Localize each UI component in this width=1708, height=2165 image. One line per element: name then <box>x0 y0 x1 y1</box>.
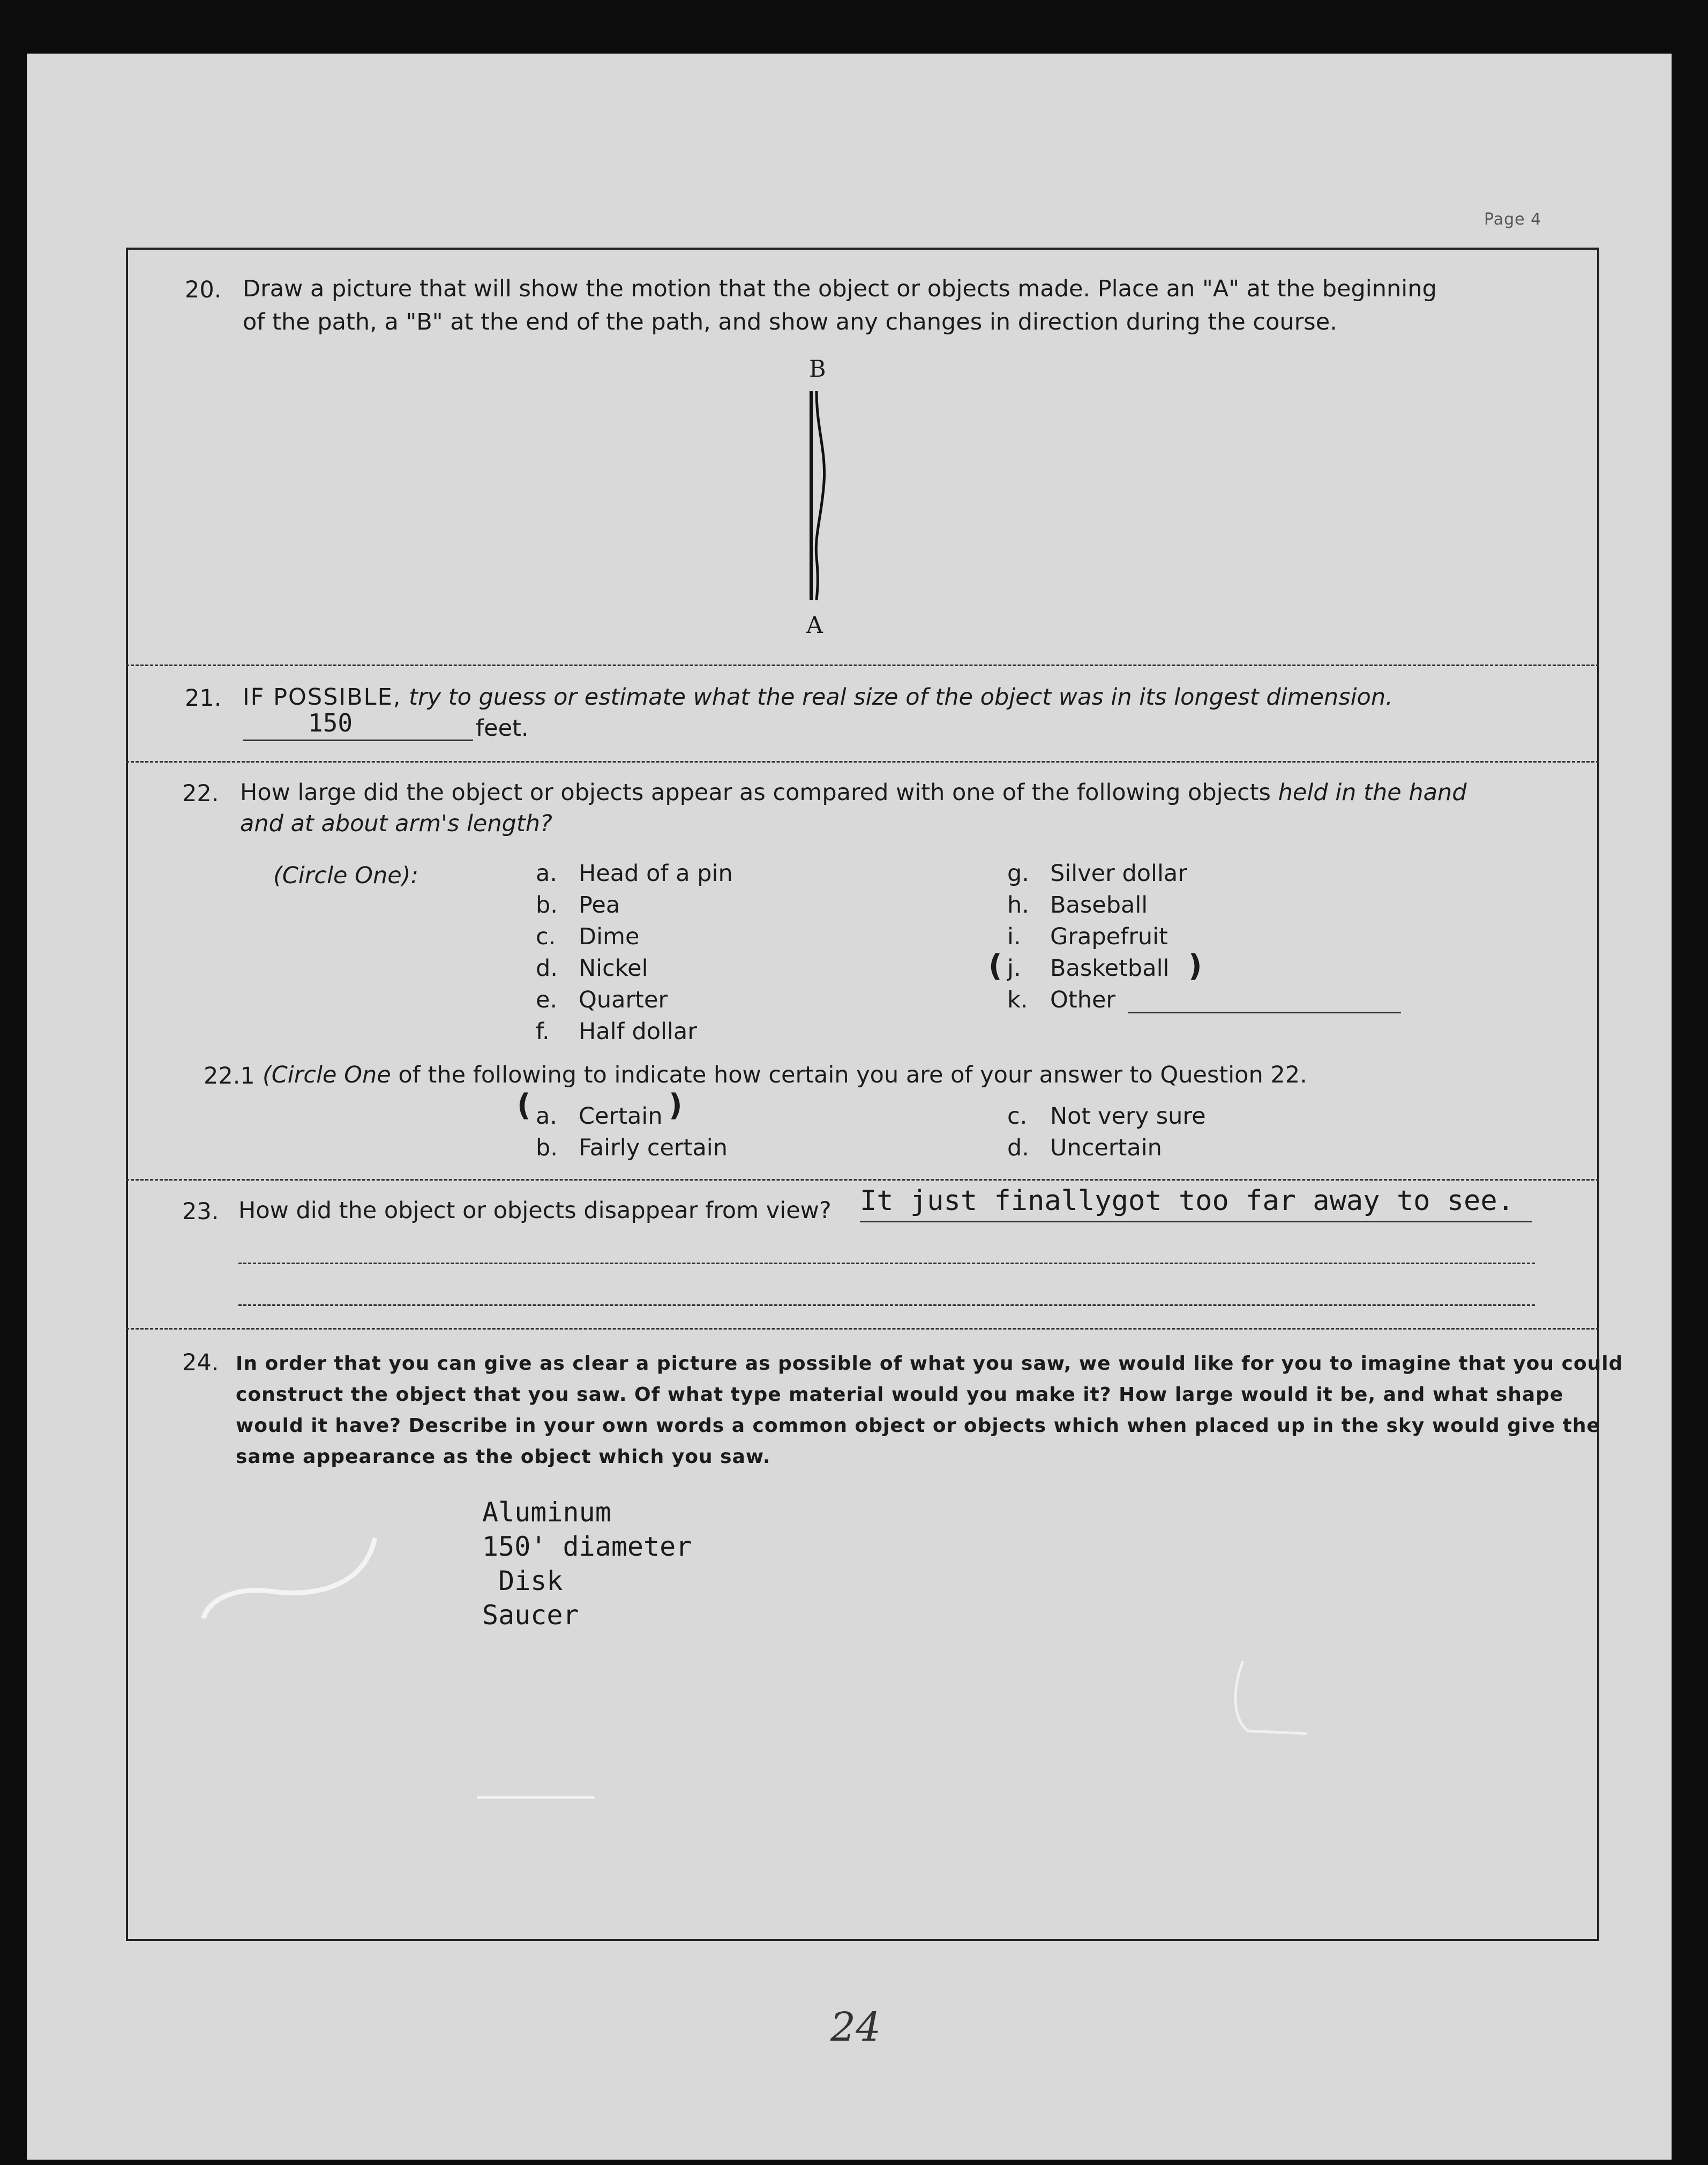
option-text: Fairly certain <box>579 1134 728 1161</box>
scratch-stroke <box>204 1538 375 1618</box>
scratch-mark <box>1222 1656 1329 1742</box>
option-text: Dime <box>579 923 640 950</box>
q22-1-question <box>263 1059 1307 1091</box>
option-text: Basketball <box>1050 955 1170 982</box>
scratch-mark <box>477 1790 605 1806</box>
selection-paren-close: ) <box>1188 949 1202 983</box>
option-letter: a. <box>536 860 558 887</box>
option-text: Pea <box>579 892 620 919</box>
divider-22-23 <box>126 1179 1599 1181</box>
option-letter: b. <box>536 892 558 919</box>
q22-option-d[interactable] <box>536 955 648 982</box>
option-letter: k. <box>1007 987 1028 1013</box>
option-letter: b. <box>536 1134 558 1161</box>
path-label-a: A <box>806 612 823 639</box>
q23-answer-line-3[interactable] <box>238 1304 1535 1306</box>
q24-answer-line: Disk <box>482 1565 563 1596</box>
q22-line1 <box>240 777 1466 808</box>
page-label: Page 4 <box>1484 210 1542 229</box>
divider-21-22 <box>126 761 1599 763</box>
q23-number: 23. <box>182 1198 219 1225</box>
form-box <box>126 248 1599 1941</box>
q22-number: 22. <box>182 780 219 807</box>
q24-answer-line: Aluminum <box>482 1497 611 1528</box>
q24-answer-line: Saucer <box>482 1600 579 1631</box>
q20-line2: of the path, a "B" at the end of the path, and show any changes in direction during the course. <box>243 309 1337 335</box>
q22-option-j-selected[interactable] <box>1007 955 1169 982</box>
q22-option-b[interactable] <box>536 892 620 919</box>
q22-option-e[interactable] <box>536 987 668 1013</box>
q21-answer-line <box>243 740 473 741</box>
q23-question: How did the object or objects disappear from view? <box>238 1197 831 1224</box>
q22-option-f[interactable] <box>536 1018 697 1045</box>
option-letter: d. <box>536 955 558 982</box>
q22-1-option-d[interactable] <box>1007 1134 1162 1161</box>
q24-line1: In order that you can give as clear a picture as possible of what you saw, we would like for you to imagine that you could <box>236 1353 1623 1375</box>
option-text: Grapefruit <box>1050 923 1168 950</box>
option-text: Certain <box>579 1103 663 1130</box>
q21-prefix: IF POSSIBLE, <box>243 684 402 711</box>
option-text: Uncertain <box>1050 1134 1162 1161</box>
q20-number: 20. <box>185 277 222 303</box>
motion-path-drawing <box>793 386 846 606</box>
divider-20-21 <box>126 665 1599 666</box>
q22-line1-held: held in the hand <box>1278 779 1467 806</box>
q21-answer: 150 <box>308 708 353 737</box>
option-letter: f. <box>536 1018 550 1045</box>
option-text: Quarter <box>579 987 668 1013</box>
option-text: Head of a pin <box>579 860 733 887</box>
q22-option-c[interactable] <box>536 923 639 950</box>
q22-option-h[interactable] <box>1007 892 1148 919</box>
q21-question <box>243 682 1393 713</box>
option-text: Silver dollar <box>1050 860 1187 887</box>
q22-option-k[interactable] <box>1007 987 1115 1013</box>
q22-1-circle-one: (Circle One <box>263 1062 391 1088</box>
option-text: Nickel <box>579 955 648 982</box>
option-letter: i. <box>1007 923 1021 950</box>
q24-number: 24. <box>182 1349 219 1376</box>
option-letter: g. <box>1007 860 1029 887</box>
option-text: Not very sure <box>1050 1103 1206 1130</box>
q23-answer-line-1[interactable] <box>860 1221 1532 1222</box>
selection-paren-open: ( <box>517 1088 531 1123</box>
q21-unit: feet. <box>476 715 529 742</box>
option-letter: c. <box>536 923 556 950</box>
selection-paren-close: ) <box>669 1088 683 1123</box>
q21-text: try to guess or estimate what the real size of the object was in its longest dimension. <box>409 684 1393 711</box>
q22-option-i[interactable] <box>1007 923 1168 950</box>
page-number-handwritten: 24 <box>830 2004 881 2050</box>
scratch-mark <box>193 1527 396 1634</box>
q22-1-number: 22.1 <box>204 1063 255 1089</box>
path-label-b: B <box>809 356 826 383</box>
q24-line4: same appearance as the object which you saw. <box>236 1446 771 1468</box>
option-letter: e. <box>536 987 558 1013</box>
option-text: Baseball <box>1050 892 1148 919</box>
option-letter: c. <box>1007 1103 1028 1130</box>
q22-circle-one: (Circle One): <box>273 862 418 889</box>
q22-line2: and at about arm's length? <box>240 810 552 837</box>
option-letter: j. <box>1007 955 1021 982</box>
option-text: Other <box>1050 987 1116 1013</box>
q22-1-option-c[interactable] <box>1007 1103 1206 1130</box>
q20-line1: Draw a picture that will show the motion that the object or objects made. Place an "A" at the beginning <box>243 275 1437 302</box>
q22-option-g[interactable] <box>1007 860 1187 887</box>
q23-answer-line-2[interactable] <box>238 1263 1535 1264</box>
scratch-stroke <box>1235 1661 1307 1734</box>
q22-1-option-b[interactable] <box>536 1134 728 1161</box>
q22-other-line[interactable] <box>1128 1012 1401 1013</box>
divider-23-24 <box>126 1328 1599 1330</box>
q23-answer: It just finallygot too far away to see. <box>860 1185 1514 1217</box>
q22-line1-text: How large did the object or objects appear as compared with one of the following objects <box>240 779 1278 806</box>
option-letter: a. <box>536 1103 558 1130</box>
q24-line3: would it have? Describe in your own words a common object or objects which when placed up in the sky would give the <box>236 1415 1600 1437</box>
option-letter: d. <box>1007 1134 1029 1161</box>
q24-answer-block <box>482 1495 692 1632</box>
q22-option-a[interactable] <box>536 860 733 887</box>
option-letter: h. <box>1007 892 1029 919</box>
q21-number: 21. <box>185 685 222 712</box>
q22-1-option-a-selected[interactable] <box>536 1103 663 1130</box>
q22-1-text: of the following to indicate how certain you are of your answer to Question 22. <box>391 1062 1307 1088</box>
q24-answer-line: 150' diameter <box>482 1531 692 1562</box>
selection-paren-open: ( <box>988 949 1002 983</box>
path-wavy-stroke <box>816 391 824 600</box>
option-text: Half dollar <box>579 1018 697 1045</box>
q24-line2: construct the object that you saw. Of what type material would you make it? How large would it be, and what shape <box>236 1384 1564 1406</box>
